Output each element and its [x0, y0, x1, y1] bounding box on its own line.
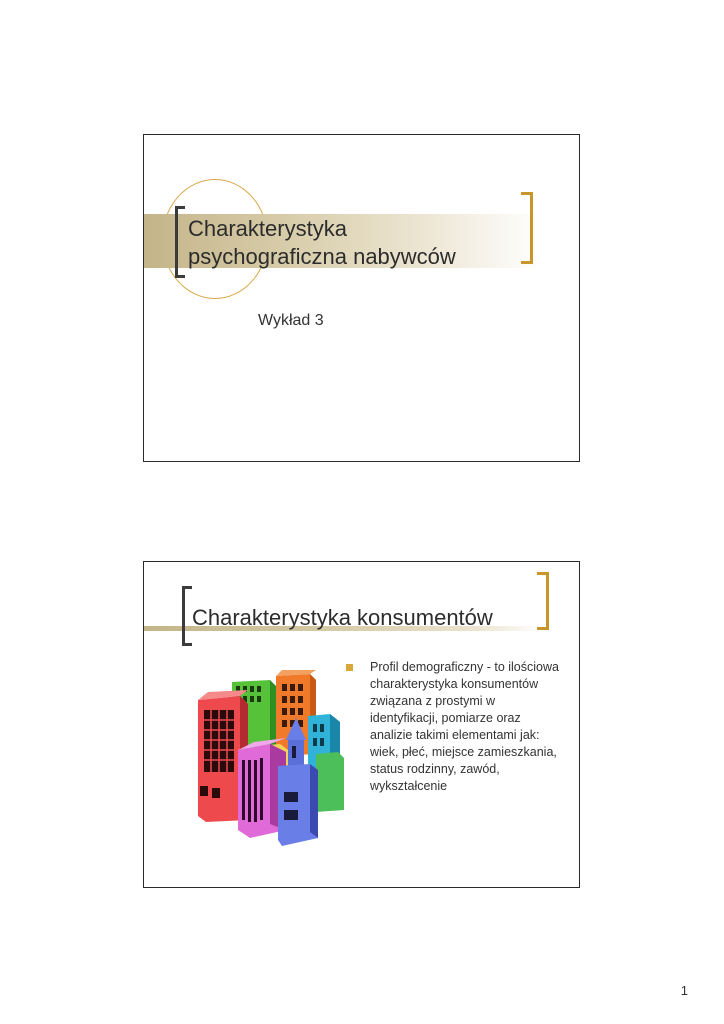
title-line-2: psychograficzna nabywców [188, 244, 456, 269]
slide-2 [143, 561, 580, 888]
slide-title [188, 215, 456, 271]
bullet-text: Profil demograficzny - to ilościowa charakterystyka konsumentów związana z prostymi w identyfikacji, pomiarze oraz analizie takimi elementami jak: wiek, płeć, miejsce zamieszkania, status rodzinny, zawód, wykształcenie [370, 660, 559, 793]
city-buildings-icon [198, 670, 344, 854]
green-small-building [316, 752, 344, 812]
slide-title: Charakterystyka konsumentów [192, 605, 493, 630]
slide-subtitle: Wykład 3 [258, 312, 324, 329]
bullet-list [346, 659, 566, 795]
right-bracket-icon [521, 192, 533, 264]
bullet-square-icon [346, 664, 353, 671]
slide-1 [143, 134, 580, 462]
page-number: 1 [680, 983, 688, 998]
title-line-1: Charakterystyka [188, 216, 347, 241]
left-bracket-icon [182, 586, 192, 646]
right-bracket-icon [537, 572, 549, 630]
left-bracket-icon [175, 206, 185, 278]
